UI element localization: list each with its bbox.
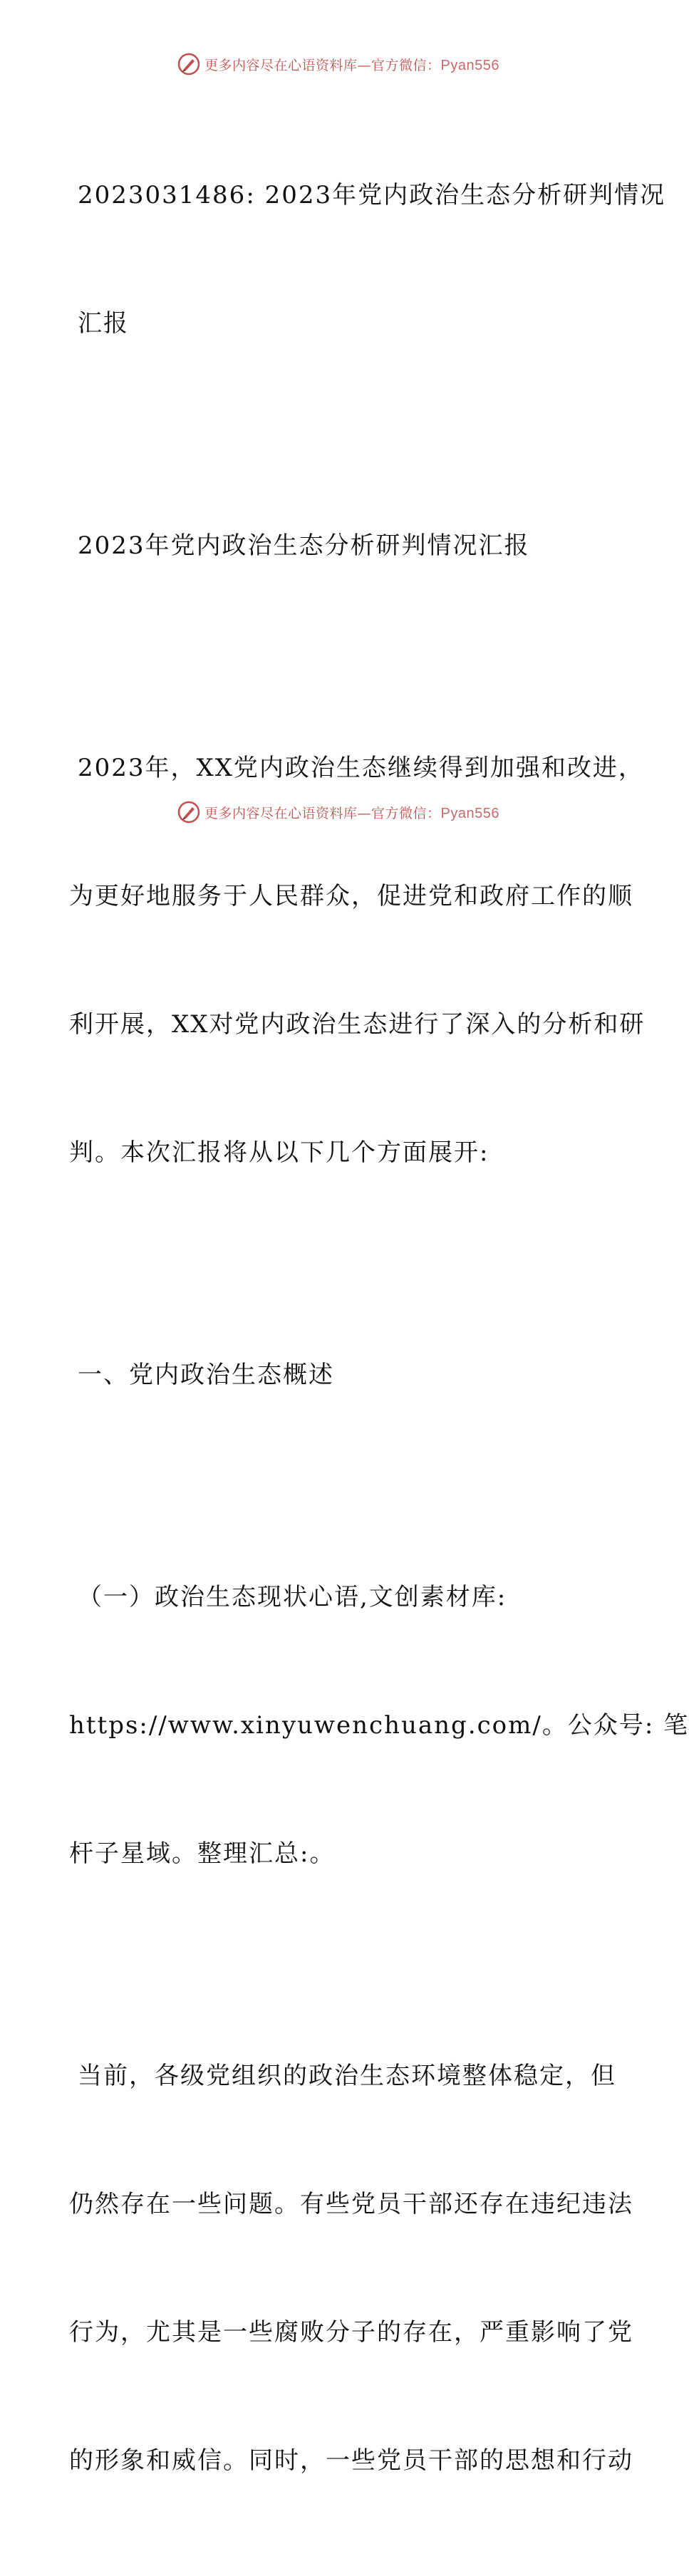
quill-pen-seal-icon [177,801,200,824]
title-line: 2023031486: 2023年党内政治生态分析研判情况 [78,181,666,209]
section-heading-text: 一、党内政治生态概述 [78,1361,334,1389]
subsection-paragraph [69,1490,689,1960]
subtitle-line: 2023年党内政治生态分析研判情况汇报 [78,531,530,560]
footer-watermark-banner [0,798,677,826]
banner-text [204,55,499,74]
banner-wechat-id: Pyan556 [440,57,499,73]
paragraph-line: 行为，尤其是一些腐败分子的存在，严重影响了党 [69,2318,633,2347]
banner-brand-text: 更多内容尽在心语资料库—官方微信： [204,57,441,73]
paragraph-line: 利开展，XX对党内政治生态进行了深入的分析和研 [69,1010,646,1039]
paragraph-line: 的形象和威信。同时，一些党员干部的思想和行动 [69,2446,633,2475]
paragraph-line: 仍然存在一些问题。有些党员干部还存在违纪违法 [69,2190,633,2218]
paragraph-line: （一）政治生态现状心语,文创素材库: [78,1583,507,1611]
paragraph-line: https://www.xinyuwenchuang.com/。公众号: 笔 [69,1711,689,1740]
paragraph-line: 杆子星域。整理汇总:。 [69,1839,336,1868]
paragraph-line: 2023年，XX党内政治生态继续得到加强和改进， [78,754,644,782]
document-subtitle [69,439,618,653]
paragraph-line: 当前，各级党组织的政治生态环境整体稳定，但 [78,2062,616,2090]
paragraph-line: 为更好地服务于人民群众，促进党和政府工作的顺 [69,882,633,910]
quill-pen-seal-icon [177,53,200,76]
banner-wechat-id: Pyan556 [440,805,499,821]
banner-text [204,803,499,822]
document-title [69,88,666,430]
intro-paragraph [69,661,646,1260]
section-heading [69,1268,618,1482]
title-line: 汇报 [78,309,129,338]
paragraph-line: 判。本次汇报将从以下几个方面展开: [69,1138,489,1167]
header-watermark-banner [0,50,677,78]
body-paragraph [69,1969,633,2567]
document-body [69,88,689,2576]
banner-brand-text: 更多内容尽在心语资料库—官方微信： [204,805,441,821]
